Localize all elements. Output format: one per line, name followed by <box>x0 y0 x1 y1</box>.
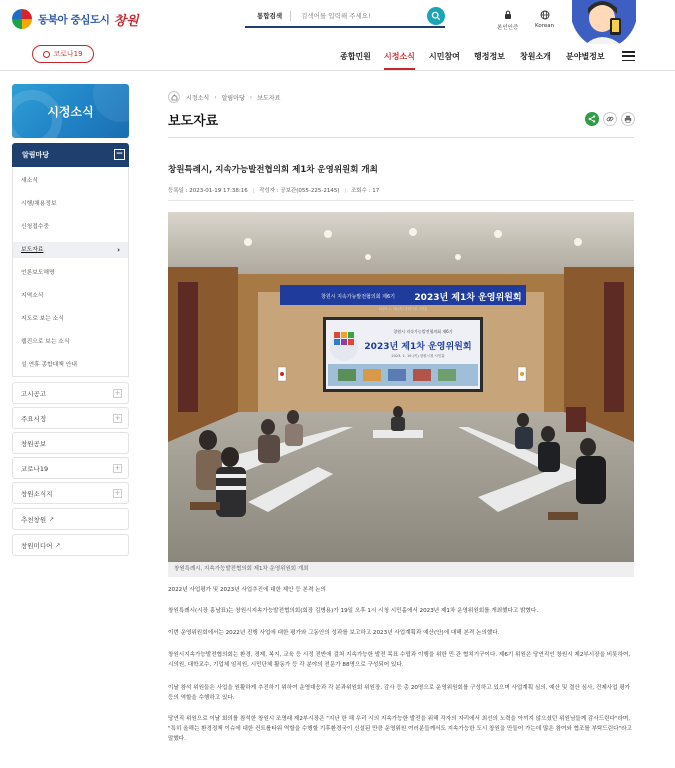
language-button[interactable] <box>535 10 554 29</box>
banner-small-text: 창원시 지속가능발전협의회 제6기 <box>321 294 395 300</box>
search-input[interactable] <box>301 12 421 20</box>
collapse-icon[interactable]: − <box>115 149 124 159</box>
share-icon <box>588 115 596 123</box>
breadcrumb-item[interactable]: 시정소식 <box>186 94 210 102</box>
breadcrumb-item[interactable]: 알림마당 <box>221 94 245 102</box>
sidebar-sub-item[interactable]: 지역소식 <box>21 293 44 299</box>
cert-button[interactable] <box>497 10 518 31</box>
press-photo <box>168 212 634 562</box>
gnb-item-about[interactable]: 창원소개 <box>520 52 551 61</box>
title-divider <box>168 137 634 138</box>
sidebar-item-corona[interactable]: 코로나19 + <box>12 457 129 479</box>
sidebar-item-recommend[interactable]: 추천창원 ↗ <box>12 508 129 530</box>
sidebar-submenu <box>12 167 129 377</box>
user-lock-icon <box>503 10 513 20</box>
sidebar-group-label: 알림마당 <box>22 151 50 159</box>
search-button[interactable] <box>427 7 445 25</box>
sidebar-title-banner <box>12 84 129 138</box>
sidebar-title: 시정소식 <box>47 105 94 119</box>
external-link-icon: ↗ <box>49 515 55 523</box>
external-link-icon: ↗ <box>55 541 61 549</box>
banner-date-text: 2023. 1. 19.(목) 창원시청 시민홀 <box>378 307 428 311</box>
sidebar-sub-item[interactable]: 지도로 보는 소식 <box>21 316 64 322</box>
gnb-item-news[interactable]: 시정소식 <box>384 52 415 61</box>
article-paragraph: 창원시지속가능발전협의회는 환경, 경제, 복지, 교육 등 시정 전반에 걸쳐 지속가능한 발전 목표 수립과 이행을 위한 민·관 협치기구이다. 제6기 위원은 당연직인 창원시 제2부시장을 비롯하여, 시의원, 대학교수, 기업체 임직원, 시민단체 활동가 등 각 분야의 전문가 88명으로 구성되어 있다. <box>168 652 631 668</box>
article-paragraph: 창원특례시(시장 홍남표)는 창원시지속가능발전협의회(회장 김병용)가 19일 오후 1시 시청 시민홀에서 2023년 제1차 운영위원회를 개최했다고 밝혔다. <box>168 608 539 614</box>
link-icon <box>606 115 614 123</box>
sidebar-item-policy[interactable]: 주요시정 + <box>12 407 129 429</box>
sidebar-group-notice[interactable] <box>12 143 129 167</box>
print-button[interactable] <box>621 112 635 126</box>
print-icon <box>624 115 632 123</box>
sidebar-sub-item[interactable]: 새소식 <box>21 178 38 184</box>
post-title: 창원특례시, 지속가능발전협의회 제1차 운영위원회 개최 <box>168 165 378 175</box>
page-title: 보도자료 <box>168 114 219 129</box>
sidebar-sub-item[interactable]: 설 연휴 종합대책 안내 <box>21 362 77 368</box>
home-icon[interactable] <box>168 91 180 103</box>
search-category[interactable]: 통합검색 <box>245 11 291 21</box>
sidebar-sub-item[interactable]: 시행/채용정보 <box>21 201 57 207</box>
photo-caption: 창원특례시, 지속가능발전협의회 제1차 운영위원회 개최 <box>168 562 634 577</box>
meta-divider <box>168 200 634 201</box>
sidebar-sub-item-press[interactable]: 보도자료 › <box>13 242 128 258</box>
logo-text: 동북아 중심도시 <box>38 13 110 26</box>
corona19-button[interactable] <box>32 45 94 63</box>
breadcrumb-item[interactable]: 보도자료 <box>257 94 281 102</box>
banner-title-text: 2023년 제1차 운영위원회 <box>414 293 522 303</box>
sidebar-sub-item[interactable]: 언론보도해명 <box>21 270 55 276</box>
article-paragraph: 2022년 사업평가 및 2023년 사업추진에 대한 제안 등 본격 논의 <box>168 587 326 593</box>
logo-script: 창원 <box>113 13 139 29</box>
article-paragraph: 이번 운영위원회에서는 2022년 진행 사업에 대한 평가와 그동안의 성과를 보고하고 2023년 사업계획과 예산(안)에 대해 본격 논의했다. <box>168 630 500 636</box>
share-button[interactable] <box>585 112 599 126</box>
gnb-item-fields[interactable]: 분야별정보 <box>566 52 605 61</box>
gnb-item-civil[interactable]: 종합민원 <box>340 52 371 61</box>
chevron-right-icon: › <box>117 246 120 254</box>
language-label: Korean <box>535 23 555 29</box>
article-paragraph: 이날 참석 위원들은 사업을 원활하게 추진하기 위하여 운영대응과 각 분과위원회 위원장, 감사 등 총 20명으로 운영위원회를 구성하고 있으며 사업계획 심의, 예산 및 결산 심사, 건제사업 평가 등의 역할을 수행하고 있다. <box>168 685 631 701</box>
cert-label: 본인인증 <box>497 25 519 31</box>
logo-mark-icon <box>12 9 32 29</box>
screen-title-text: 2023년 제1차 운영위원회 <box>364 342 472 352</box>
screen-org-text: 창원시 지속가능발전협의회 제6기 <box>393 329 453 334</box>
copy-link-button[interactable] <box>603 112 617 126</box>
expand-icon[interactable]: + <box>114 489 121 497</box>
post-date: 등록일 : 2023-01-19 17:38:16 <box>168 188 248 194</box>
search-bar <box>245 6 445 28</box>
corona19-label: 코로나19 <box>53 50 83 58</box>
post-meta: 등록일 : 2023-01-19 17:38:16 | 작성자 : 공보관(055-225-2145) | 조회수 : 17 <box>168 188 380 194</box>
screen-date-text: 2023. 1. 19.(목) 창원시청 시민홀 <box>391 354 445 358</box>
gnb-divider <box>0 70 675 71</box>
search-icon <box>431 11 441 21</box>
sidebar-item-notices[interactable]: 고시공고 + <box>12 382 129 404</box>
post-views: 조회수 : 17 <box>350 188 380 194</box>
expand-icon[interactable]: + <box>114 464 121 472</box>
site-logo[interactable] <box>12 9 139 29</box>
site-header <box>0 0 675 40</box>
sidebar-item-newsletter[interactable]: 창원소식지 + <box>12 482 129 504</box>
post-author: 작성자 : 공보관(055-225-2145) <box>259 188 340 194</box>
article-paragraph: 당연직 위원으로 이날 회의를 참석한 창원시 조명래 제2부시장은 "지난 한 해 우리 시의 지속가능한 발전을 위해 각자의 자리에서 최선의 노력을 아끼지 않으셨던 위원님들께 감사드린다"라며, "특히 올해는 환경정책 이슈에 대한 컨트롤타워 역할을 수행할 기후환경국이 신설된 만큼 운영위원 여러분들께서도 지속가능한 도시 창원을 만들어 가는데 많은 참여와 협조를 부탁드린다"라고 말했다. <box>168 716 632 742</box>
virus-icon <box>43 51 50 58</box>
sidebar-sub-item[interactable]: 신청접수중 <box>21 224 49 230</box>
sidebar-item-media[interactable]: 창원미디어 ↗ <box>12 534 129 556</box>
sidebar-item-bulletin[interactable]: 창원공보 <box>12 432 129 454</box>
expand-icon[interactable]: + <box>114 414 121 422</box>
gnb-item-participation[interactable]: 시민참여 <box>429 52 460 61</box>
sidebar-sub-item[interactable]: 웹진으로 보는 소식 <box>21 339 70 345</box>
expand-icon[interactable]: + <box>114 389 121 397</box>
globe-icon <box>540 10 550 20</box>
gnb-item-admin[interactable]: 행정정보 <box>474 52 505 61</box>
mascot-illustration <box>572 0 636 44</box>
breadcrumb: 시정소식 › 알림마당 › 보도자료 <box>168 91 280 103</box>
hamburger-menu-icon[interactable] <box>622 51 635 61</box>
